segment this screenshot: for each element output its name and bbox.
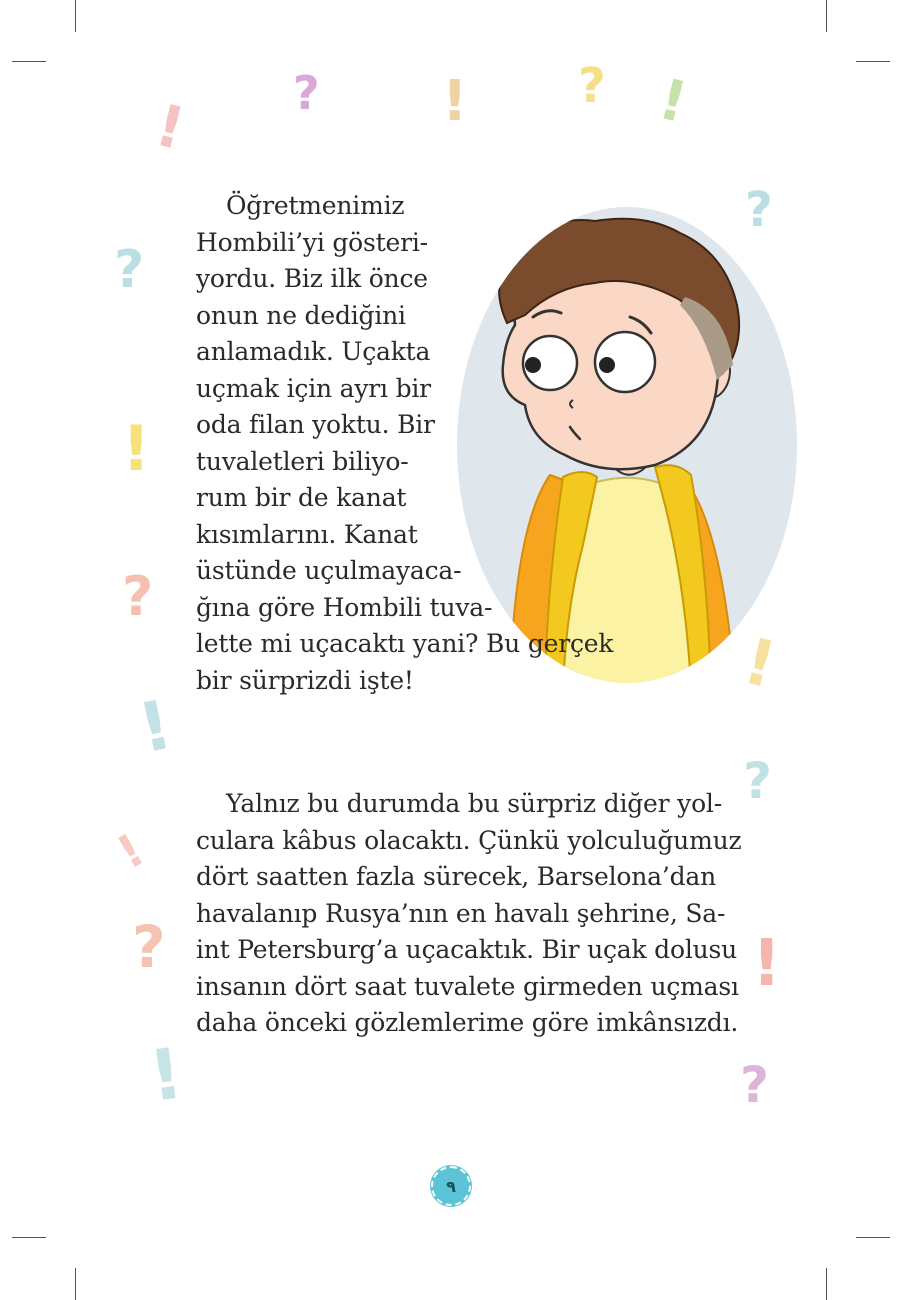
text-line: lette mi uçacaktı yani? Bu gerçek xyxy=(196,629,614,658)
question-mark-icon: ? xyxy=(122,565,154,628)
crop-mark xyxy=(826,1268,827,1300)
question-mark-icon: ? xyxy=(132,913,166,981)
page-number-badge xyxy=(431,1166,471,1206)
crop-mark xyxy=(856,1237,890,1238)
text-line: daha önceki gözlemlerime göre imkânsızdı. xyxy=(196,1008,739,1037)
exclamation-mark-icon: ! xyxy=(132,685,179,770)
paragraph-2 xyxy=(196,786,742,1042)
text-line: oda filan yoktu. Bir xyxy=(196,410,435,439)
text-line: culara kâbus olacaktı. Çünkü yolculuğumuz xyxy=(196,825,742,855)
text-line: int Petersburg’a uçacaktık. Bir uçak dolusu xyxy=(196,935,738,964)
exclamation-mark-icon: ! xyxy=(107,822,154,880)
crop-mark xyxy=(12,1237,46,1238)
crop-mark xyxy=(12,61,46,62)
question-mark-icon: ? xyxy=(743,752,773,810)
text-line: yordu. Biz ilk önce xyxy=(196,264,428,293)
text-line: kısımlarını. Kanat xyxy=(196,519,418,549)
exclamation-mark-icon: ! xyxy=(652,66,694,137)
exclamation-mark-icon: ! xyxy=(442,69,468,134)
text-line: rum bir de kanat xyxy=(196,483,407,512)
text-line: tuvaletleri biliyo- xyxy=(196,446,409,476)
text-line: havalanıp Rusya’nın en havalı şehrine, Sa- xyxy=(196,898,726,928)
question-mark-icon: ? xyxy=(740,1056,770,1114)
exclamation-mark-icon: ! xyxy=(144,1032,188,1118)
text-line: bir sürprizdi işte! xyxy=(196,665,414,695)
crop-mark xyxy=(856,61,890,62)
exclamation-mark-icon: ! xyxy=(122,412,151,485)
question-mark-icon: ? xyxy=(293,66,320,120)
exclamation-mark-icon: ! xyxy=(752,927,782,1001)
text-line: Öğretmenimiz xyxy=(226,191,405,220)
crop-mark xyxy=(826,0,827,32)
exclamation-mark-icon: ! xyxy=(149,90,192,164)
page-number: ٩ xyxy=(446,1176,456,1196)
text-line: onun ne dediğini xyxy=(196,300,406,330)
crop-mark xyxy=(75,0,76,32)
text-line: üstünde uçulmayaca- xyxy=(196,556,462,585)
text-line: dört saatten fazla sürecek, Barselona’dan xyxy=(196,862,716,891)
exclamation-mark-icon: ! xyxy=(736,624,783,704)
text-line: Hombili’yi gösteri- xyxy=(196,227,428,257)
question-mark-icon: ? xyxy=(114,240,145,300)
paragraph-1 xyxy=(196,188,616,699)
text-line: Yalnız bu durumda bu sürpriz diğer yol- xyxy=(226,789,722,818)
question-mark-icon: ? xyxy=(578,58,606,114)
text-line: anlamadık. Uçakta xyxy=(196,337,431,366)
text-line: uçmak için ayrı bir xyxy=(196,373,431,403)
crop-mark xyxy=(75,1268,76,1300)
question-mark-icon: ? xyxy=(745,182,773,238)
text-line: ğına göre Hombili tuva- xyxy=(196,592,493,622)
text-line: insanın dört saat tuvalete girmeden uçması xyxy=(196,971,739,1001)
